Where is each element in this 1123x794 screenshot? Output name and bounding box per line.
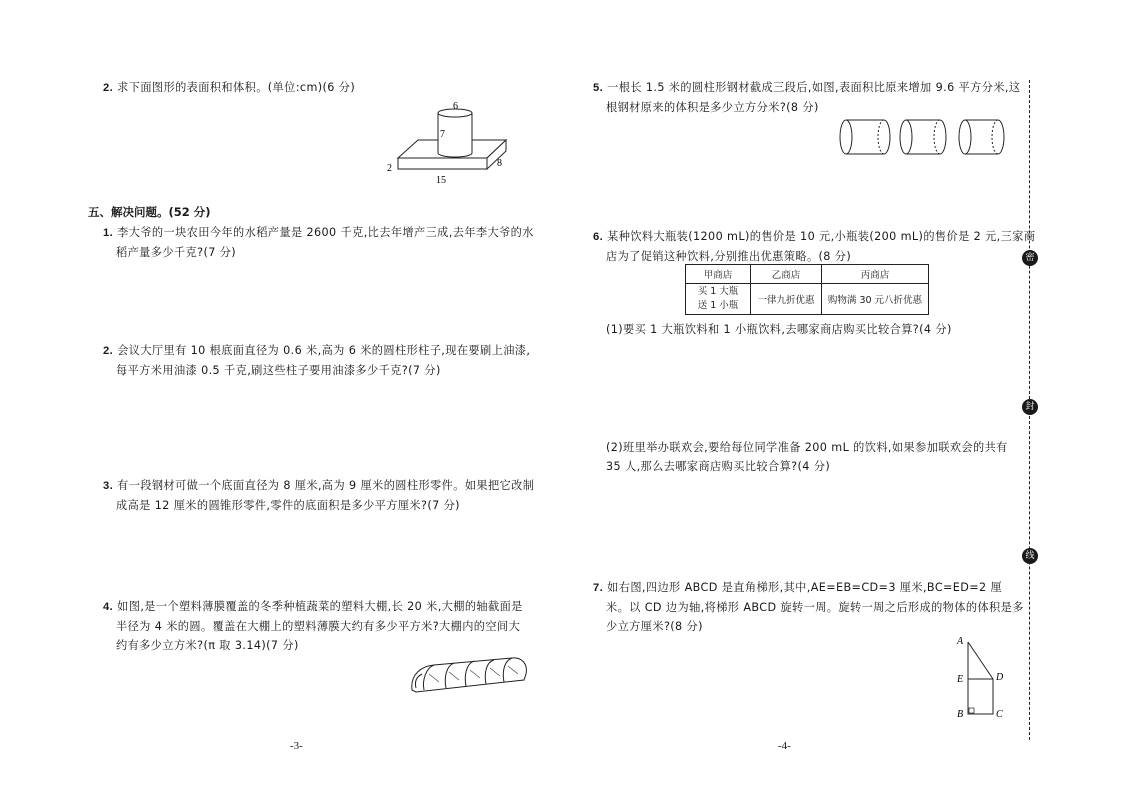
problem-7: 7. 如右图,四边形 ABCD 是直角梯形,其中,AE=EB=CD=3 厘米,BC=ED=2 厘 米。以 CD 边为轴,将梯形 ABCD 旋转一周。旋转一周之后形成的物体的体积是多 少立方厘米?(8 分) [593, 581, 1024, 633]
label-b: B [957, 709, 964, 720]
question-2-header: 2. 求下面图形的表面积和体积。(单位:cm)(6 分) [103, 81, 356, 94]
problem-3: 3. 有一段钢材可做一个底面直径为 8 厘米,高为 9 厘米的圆柱形零件。如果把它改制 成高是 12 厘米的圆锥形零件,零件的底面积是多少平方厘米?(7 分) [103, 479, 535, 512]
label-diameter: 6 [453, 101, 458, 112]
problem-6: 6. 某种饮料大瓶装(1200 mL)的售价是 10 元,小瓶装(200 mL)的售价是 2 元,三家商 店为了促销这种饮料,分别推出优惠策略。(8 分) [593, 230, 1036, 263]
seal-mark-2: 封 [1022, 399, 1038, 415]
trapezoid-figure [952, 628, 1012, 724]
label-thickness: 2 [387, 163, 392, 174]
seal-mark-3: 线 [1022, 548, 1038, 564]
three-cylinders-figure [838, 117, 1008, 159]
page-number-right: -4- [778, 740, 791, 752]
table-header: 乙商店 [751, 265, 822, 284]
seal-mark-1: 密 [1022, 250, 1038, 266]
page-number-left: -3- [290, 740, 303, 752]
section-title: 五、解决问题。(52 分) [88, 205, 211, 219]
label-c: C [996, 709, 1003, 720]
promotion-table [685, 264, 929, 315]
label-length: 15 [436, 175, 446, 186]
label-height: 7 [440, 129, 445, 140]
table-cell: 一律九折优惠 [751, 284, 822, 315]
greenhouse-figure [404, 652, 534, 698]
problem-1: 1. 李大爷的一块农田今年的水稻产量是 2600 千克,比去年增产三成,去年李大爷的水 稻产量多少千克?(7 分) [103, 226, 534, 259]
table-header: 甲商店 [686, 265, 751, 284]
label-d: D [996, 672, 1004, 683]
problem-2: 2. 会议大厅里有 10 根底面直径为 0.6 米,高为 6 米的圆柱形柱子,现在要刷上油漆, 每平方米用油漆 0.5 千克,刷这些柱子要用油漆多少千克?(7 分) [103, 344, 531, 377]
table-header: 丙商店 [822, 265, 929, 284]
problem-5: 5. 一根长 1.5 米的圆柱形钢材截成三段后,如图,表面积比原来增加 9.6 平方分米,这 根钢材原来的体积是多少立方分米?(8 分) [593, 81, 1021, 114]
problem-6-sub-1: (1)要买 1 大瓶饮料和 1 小瓶饮料,去哪家商店购买比较合算?(4 分) [606, 323, 952, 336]
problem-4: 4. 如图,是一个塑料薄膜覆盖的冬季种植蔬菜的塑料大棚,长 20 米,大棚的轴截面是 半径为 4 米的圆。覆盖在大棚上的塑料薄膜大约有多少平方米?大棚内的空间大 约有多少立方米?(π 取 3.14)(7 分) [103, 600, 523, 652]
cuboid-cylinder-figure [380, 96, 520, 188]
table-cell: 购物满 30 元八折优惠 [822, 284, 929, 315]
label-e: E [957, 674, 964, 685]
label-depth: 8 [497, 158, 502, 169]
problem-6-sub-2: (2)班里举办联欢会,要给每位同学准备 200 mL 的饮料,如果参加联欢会的共有 35 人,那么去哪家商店购买比较合算?(4 分) [606, 441, 1008, 473]
label-a: A [957, 636, 964, 647]
table-cell: 买 1 大瓶 送 1 小瓶 [686, 284, 751, 315]
